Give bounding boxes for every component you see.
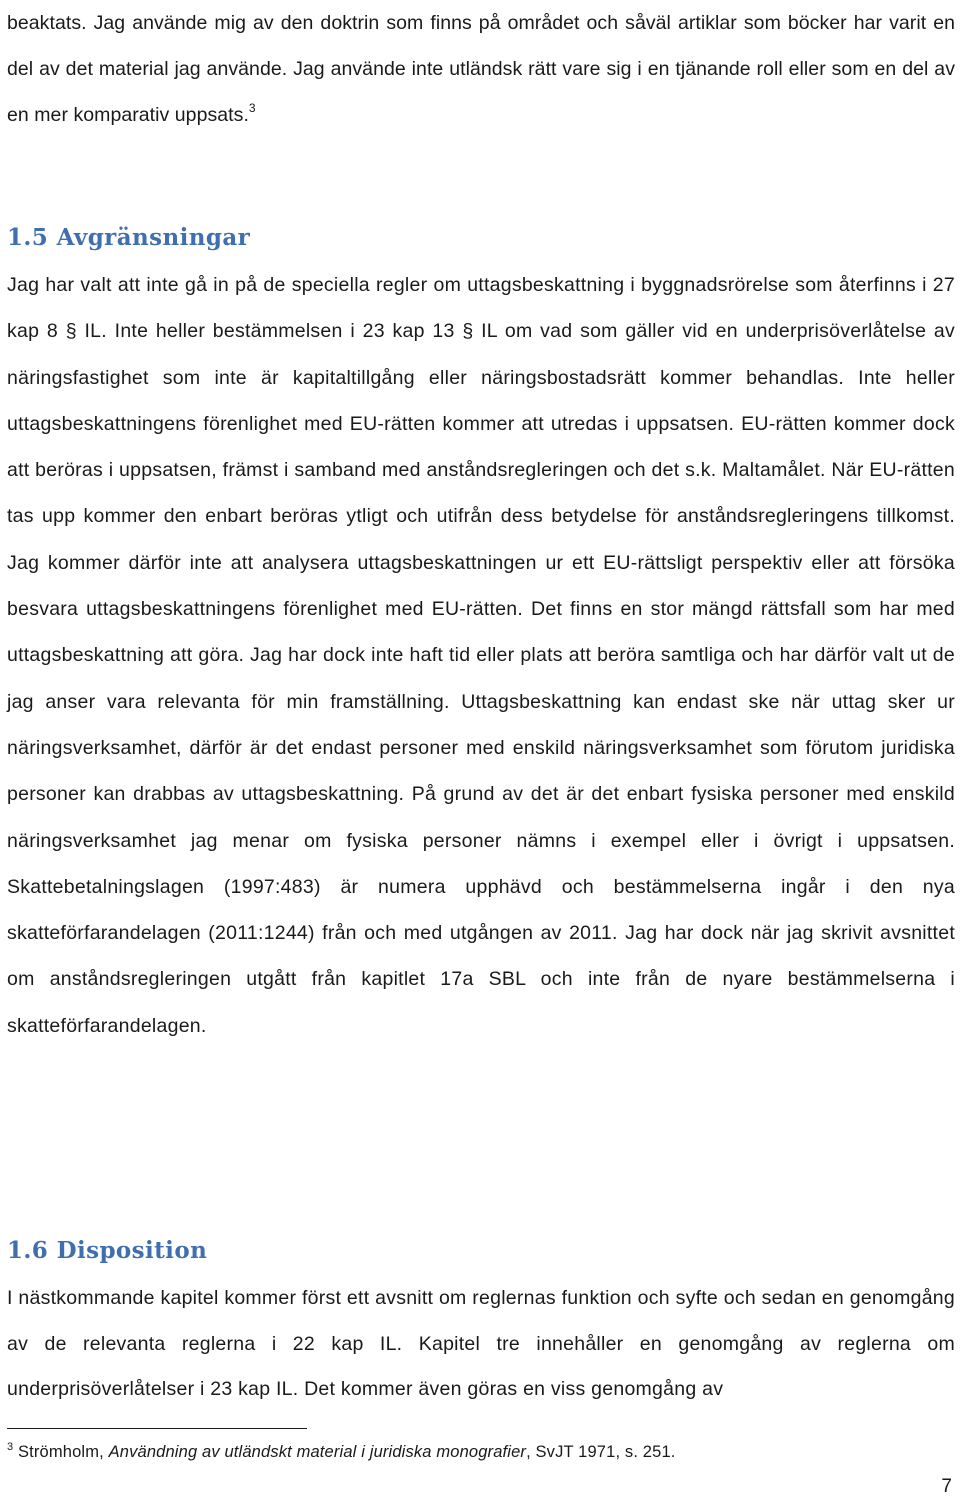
page-number: 7 <box>941 1476 952 1497</box>
footnote <box>7 1440 676 1464</box>
avgransningar-paragraph: Jag har valt att inte gå in på de speciella regler om uttagsbeskattning i byggnadsrörelse som återfinns i 27 kap 8 § IL. Inte heller bestämmelsen i 23 kap 13 § IL om vad som gäller vid en underprisöverlåtelse av näringsfastighet som inte är kapitaltillgång eller näringsbostadsrätt kommer behandlas. Inte heller uttagsbeskattningens förenlighet med EU-rätten kommer att utredas i uppsatsen. EU-rätten kommer dock att beröras i uppsatsen, främst i samband med anståndsregleringen och det s.k. Maltamålet. När EU-rätten tas upp kommer den enbart beröras ytligt och utifrån dess betydelse för anståndsregleringens tillkomst. Jag kommer därför inte att analysera uttagsbeskattningen ur ett EU-rättsligt perspektiv eller att försöka besvara uttagsbeskattningens förenlighet med EU-rätten. Det finns en stor mängd rättsfall som har med uttagsbeskattning att göra. Jag har dock inte haft tid eller plats att beröra samtliga och har därför valt ut de jag anser vara relevanta för min framställning. Uttagsbeskattning kan endast ske när uttag sker ur näringsverksamhet, därför är det endast personer med enskild näringsverksamhet som förutom juridiska personer kan drabbas av uttagsbeskattning. På grund av det är det enbart fysiska personer med enskild näringsverksamhet jag menar om fysiska personer nämns i exempel eller i övrigt i uppsatsen. Skattebetalningslagen (1997:483) är numera upphävd och bestämmelserna ingår i den nya skatteförfarandelagen (2011:1244) från och med utgången av 2011. Jag har dock när jag skrivit avsnittet om anståndsregleringen utgått från kapitlet 17a SBL och inte från de nyare bestämmelserna i skatteförfarandelagen. <box>7 274 955 1037</box>
section-heading-disposition: 1.6 Disposition <box>7 1237 208 1264</box>
footnote-title: Användning av utländskt material i juridiska monografier <box>108 1443 527 1461</box>
footnote-number: 3 <box>7 1441 14 1453</box>
footnote-suffix: , SvJT 1971, s. 251. <box>526 1443 676 1461</box>
footnote-prefix: Strömholm, <box>18 1443 109 1461</box>
footnote-separator <box>7 1428 307 1429</box>
footnote-reference[interactable]: 3 <box>248 101 256 115</box>
disposition-paragraph: I nästkommande kapitel kommer först ett avsnitt om reglernas funktion och syfte och sedan en genomgång av de relevanta reglerna i 22 kap IL. Kapitel tre innehåller en genomgång av reglerna om underprisöverlåtelser i 23 kap IL. Det kommer även göras en viss genomgång av <box>7 1287 955 1401</box>
section-heading-avgransningar: 1.5 Avgränsningar <box>7 224 251 251</box>
intro-paragraph-text: beaktats. Jag använde mig av den doktrin som finns på området och såväl artiklar som böcker har varit en del av det material jag använde. Jag använde inte utländsk rätt vare sig i en tjänande roll eller som en del av en mer komparativ uppsats. <box>7 12 955 126</box>
intro-paragraph <box>7 0 955 138</box>
